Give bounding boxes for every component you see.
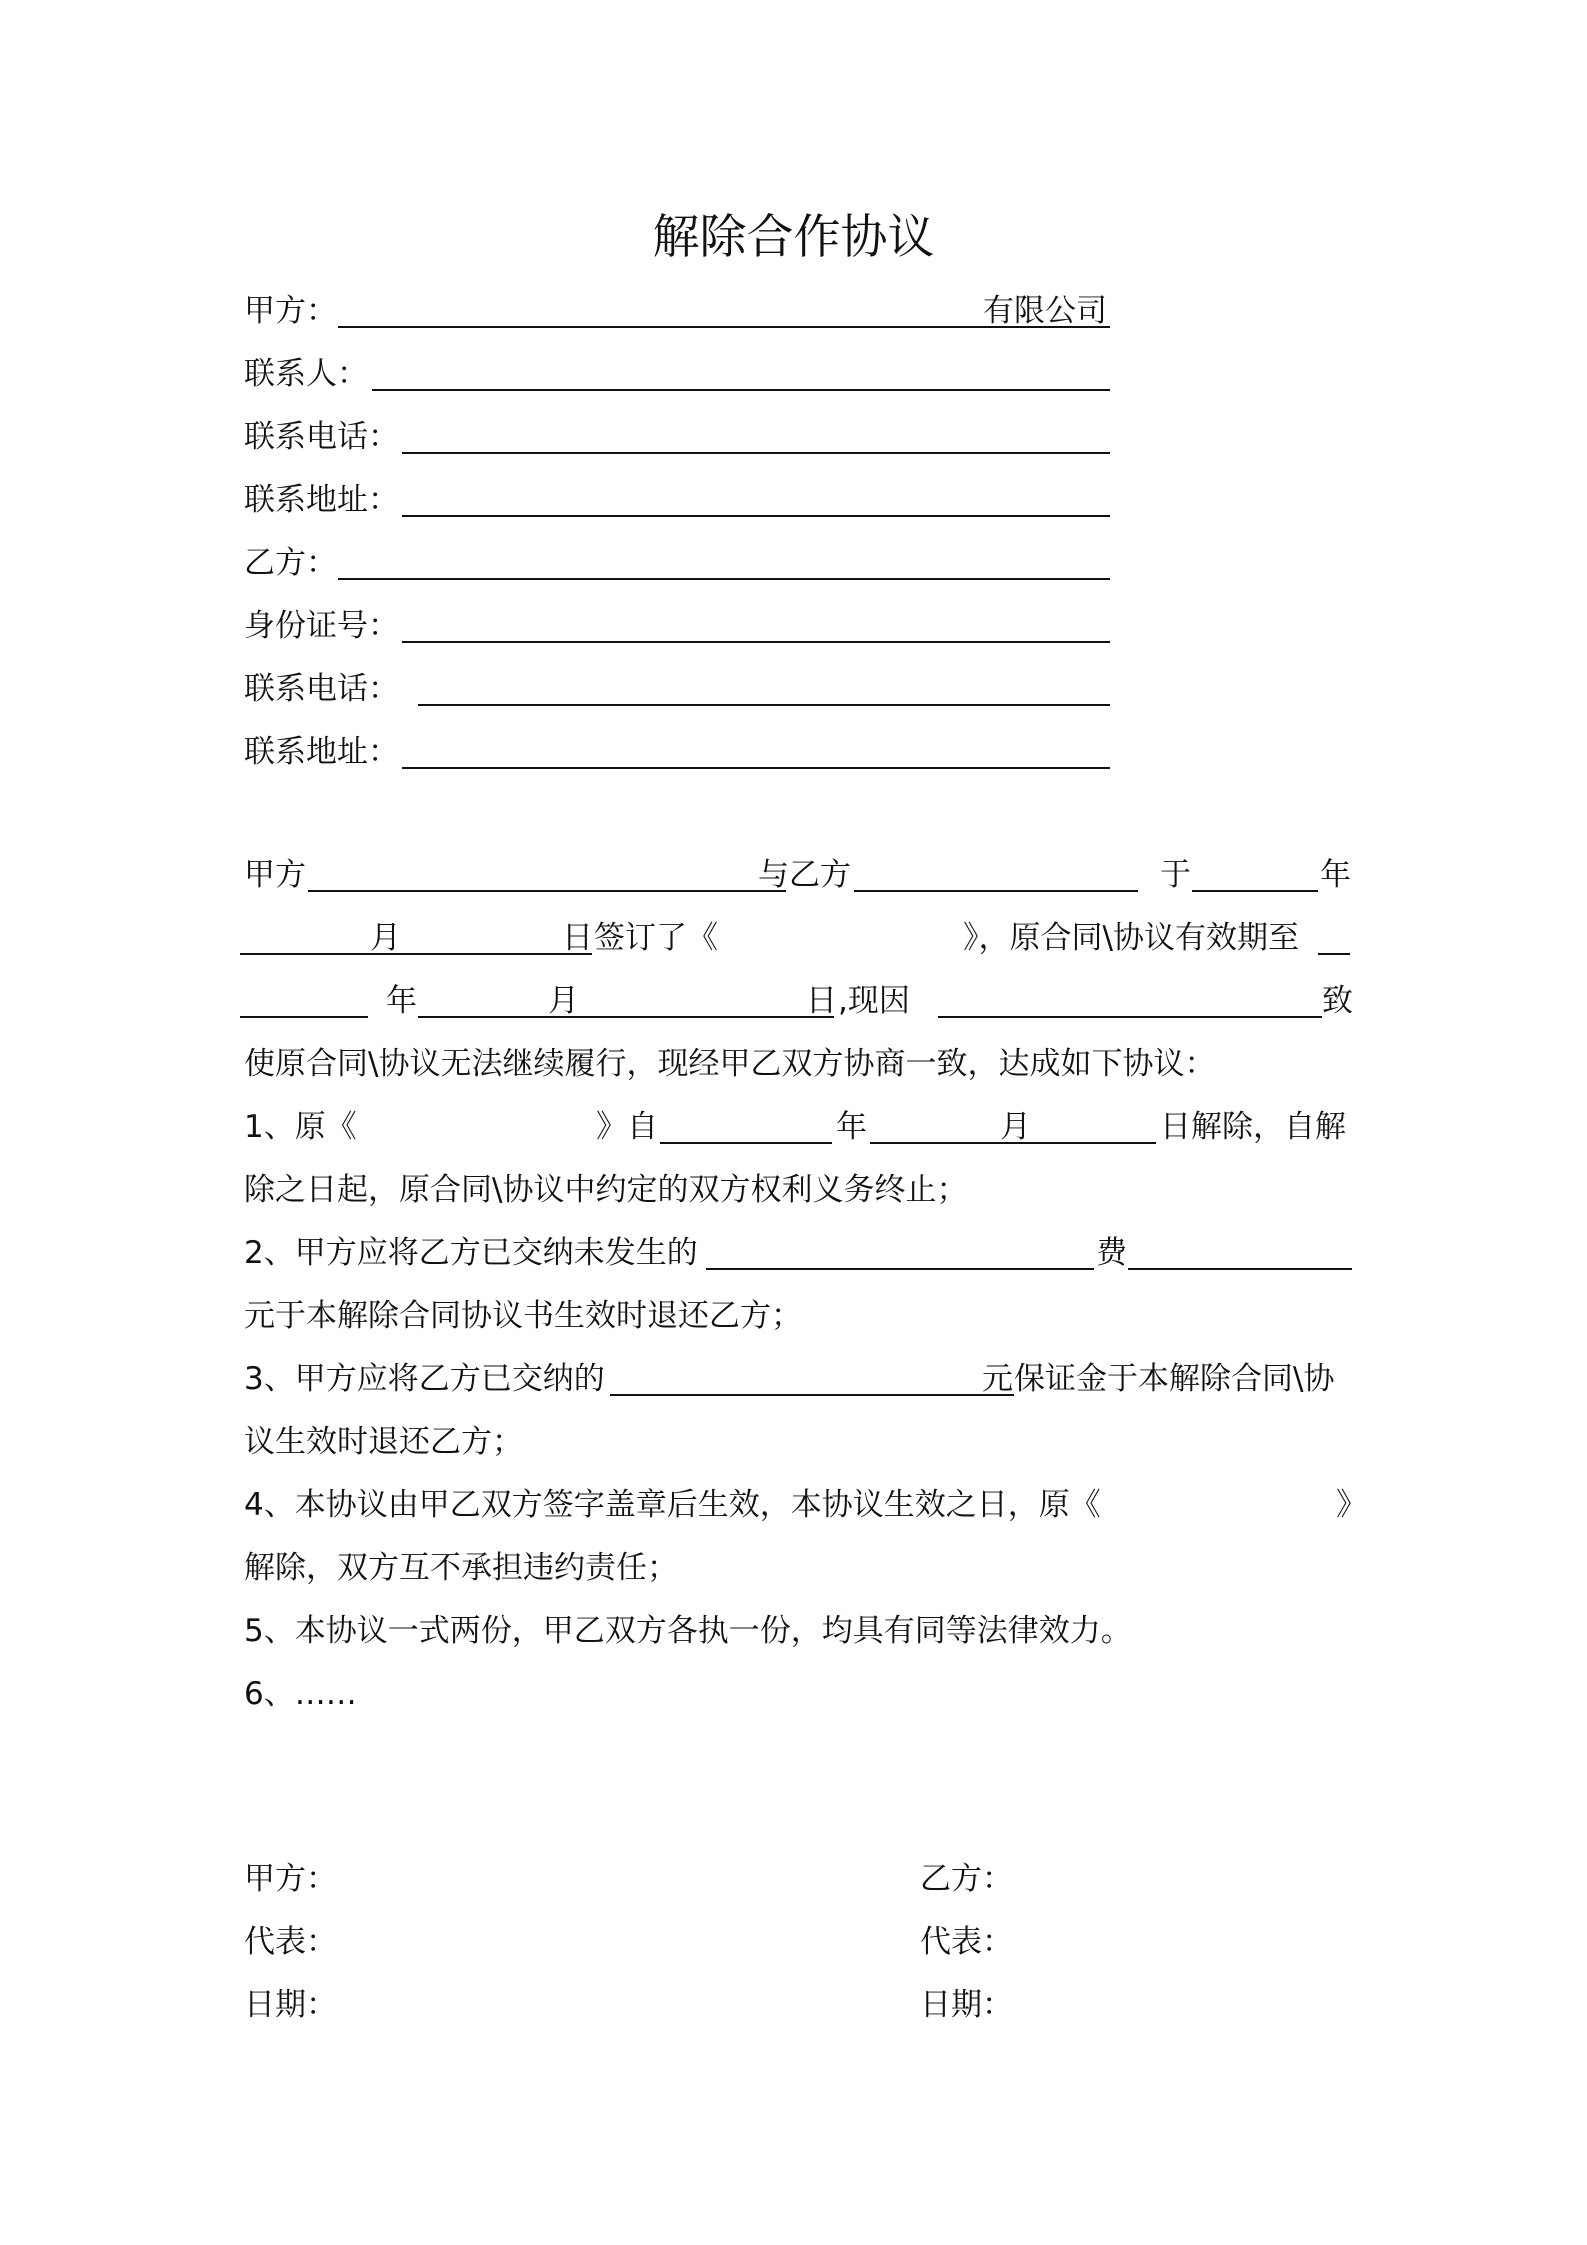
id-number-label: 身份证号： [244, 608, 399, 644]
blank-party-a [308, 890, 786, 892]
signature-date-b: 日期： [920, 1987, 1013, 2023]
body-text: 月 [370, 920, 401, 956]
body-text: 于 [1160, 857, 1191, 893]
party-b-blank [338, 578, 1110, 580]
party-b-label: 乙方： [244, 545, 337, 581]
clause-1: 日解除，自解 [1160, 1109, 1346, 1145]
clause-2: 2、甲方应将乙方已交纳未发生的 [244, 1235, 698, 1271]
signature-party-a: 甲方： [244, 1861, 337, 1897]
body-text: 与乙方 [758, 857, 851, 893]
blank-valid-year [240, 1016, 368, 1018]
blank-deposit-amount [610, 1394, 1014, 1396]
phone-b-blank [418, 704, 1110, 706]
address-a-label: 联系地址： [244, 482, 399, 518]
clause-1: 月 [1000, 1109, 1031, 1145]
body-text: 年 [386, 983, 417, 1019]
blank-party-b [854, 890, 1138, 892]
id-number-blank [402, 641, 1110, 643]
address-b-blank [402, 767, 1110, 769]
clause-5: 5、本协议一式两份，甲乙双方各执一份，均具有同等法律效力。 [244, 1613, 1132, 1649]
blank-terminate-year [660, 1142, 832, 1144]
phone-b-label: 联系电话： [244, 671, 399, 707]
body-text: ,现因 [838, 983, 910, 1019]
body-text: 致 [1322, 983, 1353, 1019]
signature-rep-b: 代表： [920, 1924, 1013, 1960]
blank-valid-until [1318, 953, 1350, 955]
clause-3: 保证金于本解除合同\协 [1014, 1361, 1335, 1397]
body-text: 年 [1320, 857, 1351, 893]
clause-1: 》自 [596, 1109, 658, 1145]
phone-a-blank [402, 452, 1110, 454]
blank-sign-year [1192, 890, 1318, 892]
clause-3: 元 [982, 1361, 1013, 1397]
clause-1: 除之日起，原合同\协议中约定的双方权利义务终止； [244, 1172, 968, 1208]
body-text: 日 [562, 920, 593, 956]
blank-fee-amount [1128, 1268, 1352, 1270]
party-a-label: 甲方： [244, 293, 337, 329]
body-text: 使原合同\协议无法继续履行，现经甲乙双方协商一致，达成如下协议： [244, 1046, 1216, 1082]
clause-6: 6、…… [244, 1676, 357, 1712]
contact-person-label: 联系人： [244, 356, 368, 392]
body-text: 》，原合同\协议有效期至 [963, 920, 1299, 956]
signature-date-a: 日期： [244, 1987, 337, 2023]
clause-2: 费 [1096, 1235, 1127, 1271]
clause-3: 议生效时退还乙方； [244, 1424, 523, 1460]
body-text: 甲方 [244, 857, 306, 893]
blank-fee-type [706, 1268, 1094, 1270]
clause-4: 》 [1336, 1487, 1367, 1523]
blank-sign-month-day [240, 953, 592, 955]
body-text: 日 [806, 983, 837, 1019]
clause-1: 年 [836, 1109, 867, 1145]
address-b-label: 联系地址： [244, 734, 399, 770]
blank-reason [938, 1016, 1322, 1018]
blank-valid-month-day [418, 1016, 834, 1018]
body-text: 签订了《 [594, 920, 718, 956]
body-text: 月 [548, 983, 579, 1019]
clause-4: 4、本协议由甲乙双方签字盖章后生效，本协议生效之日，原《 [244, 1487, 1101, 1523]
signature-rep-a: 代表： [244, 1924, 337, 1960]
clause-3: 3、甲方应将乙方已交纳的 [244, 1361, 605, 1397]
signature-party-b: 乙方： [920, 1861, 1013, 1897]
address-a-blank [402, 515, 1110, 517]
contact-person-blank [372, 389, 1110, 391]
clause-4: 解除，双方互不承担违约责任； [244, 1550, 678, 1586]
phone-a-label: 联系电话： [244, 419, 399, 455]
clause-1: 1、原《 [244, 1109, 357, 1145]
clause-2: 元于本解除合同协议书生效时退还乙方； [244, 1298, 802, 1334]
party-a-suffix: 有限公司 [983, 293, 1107, 329]
document-title: 解除合作协议 [652, 210, 935, 265]
